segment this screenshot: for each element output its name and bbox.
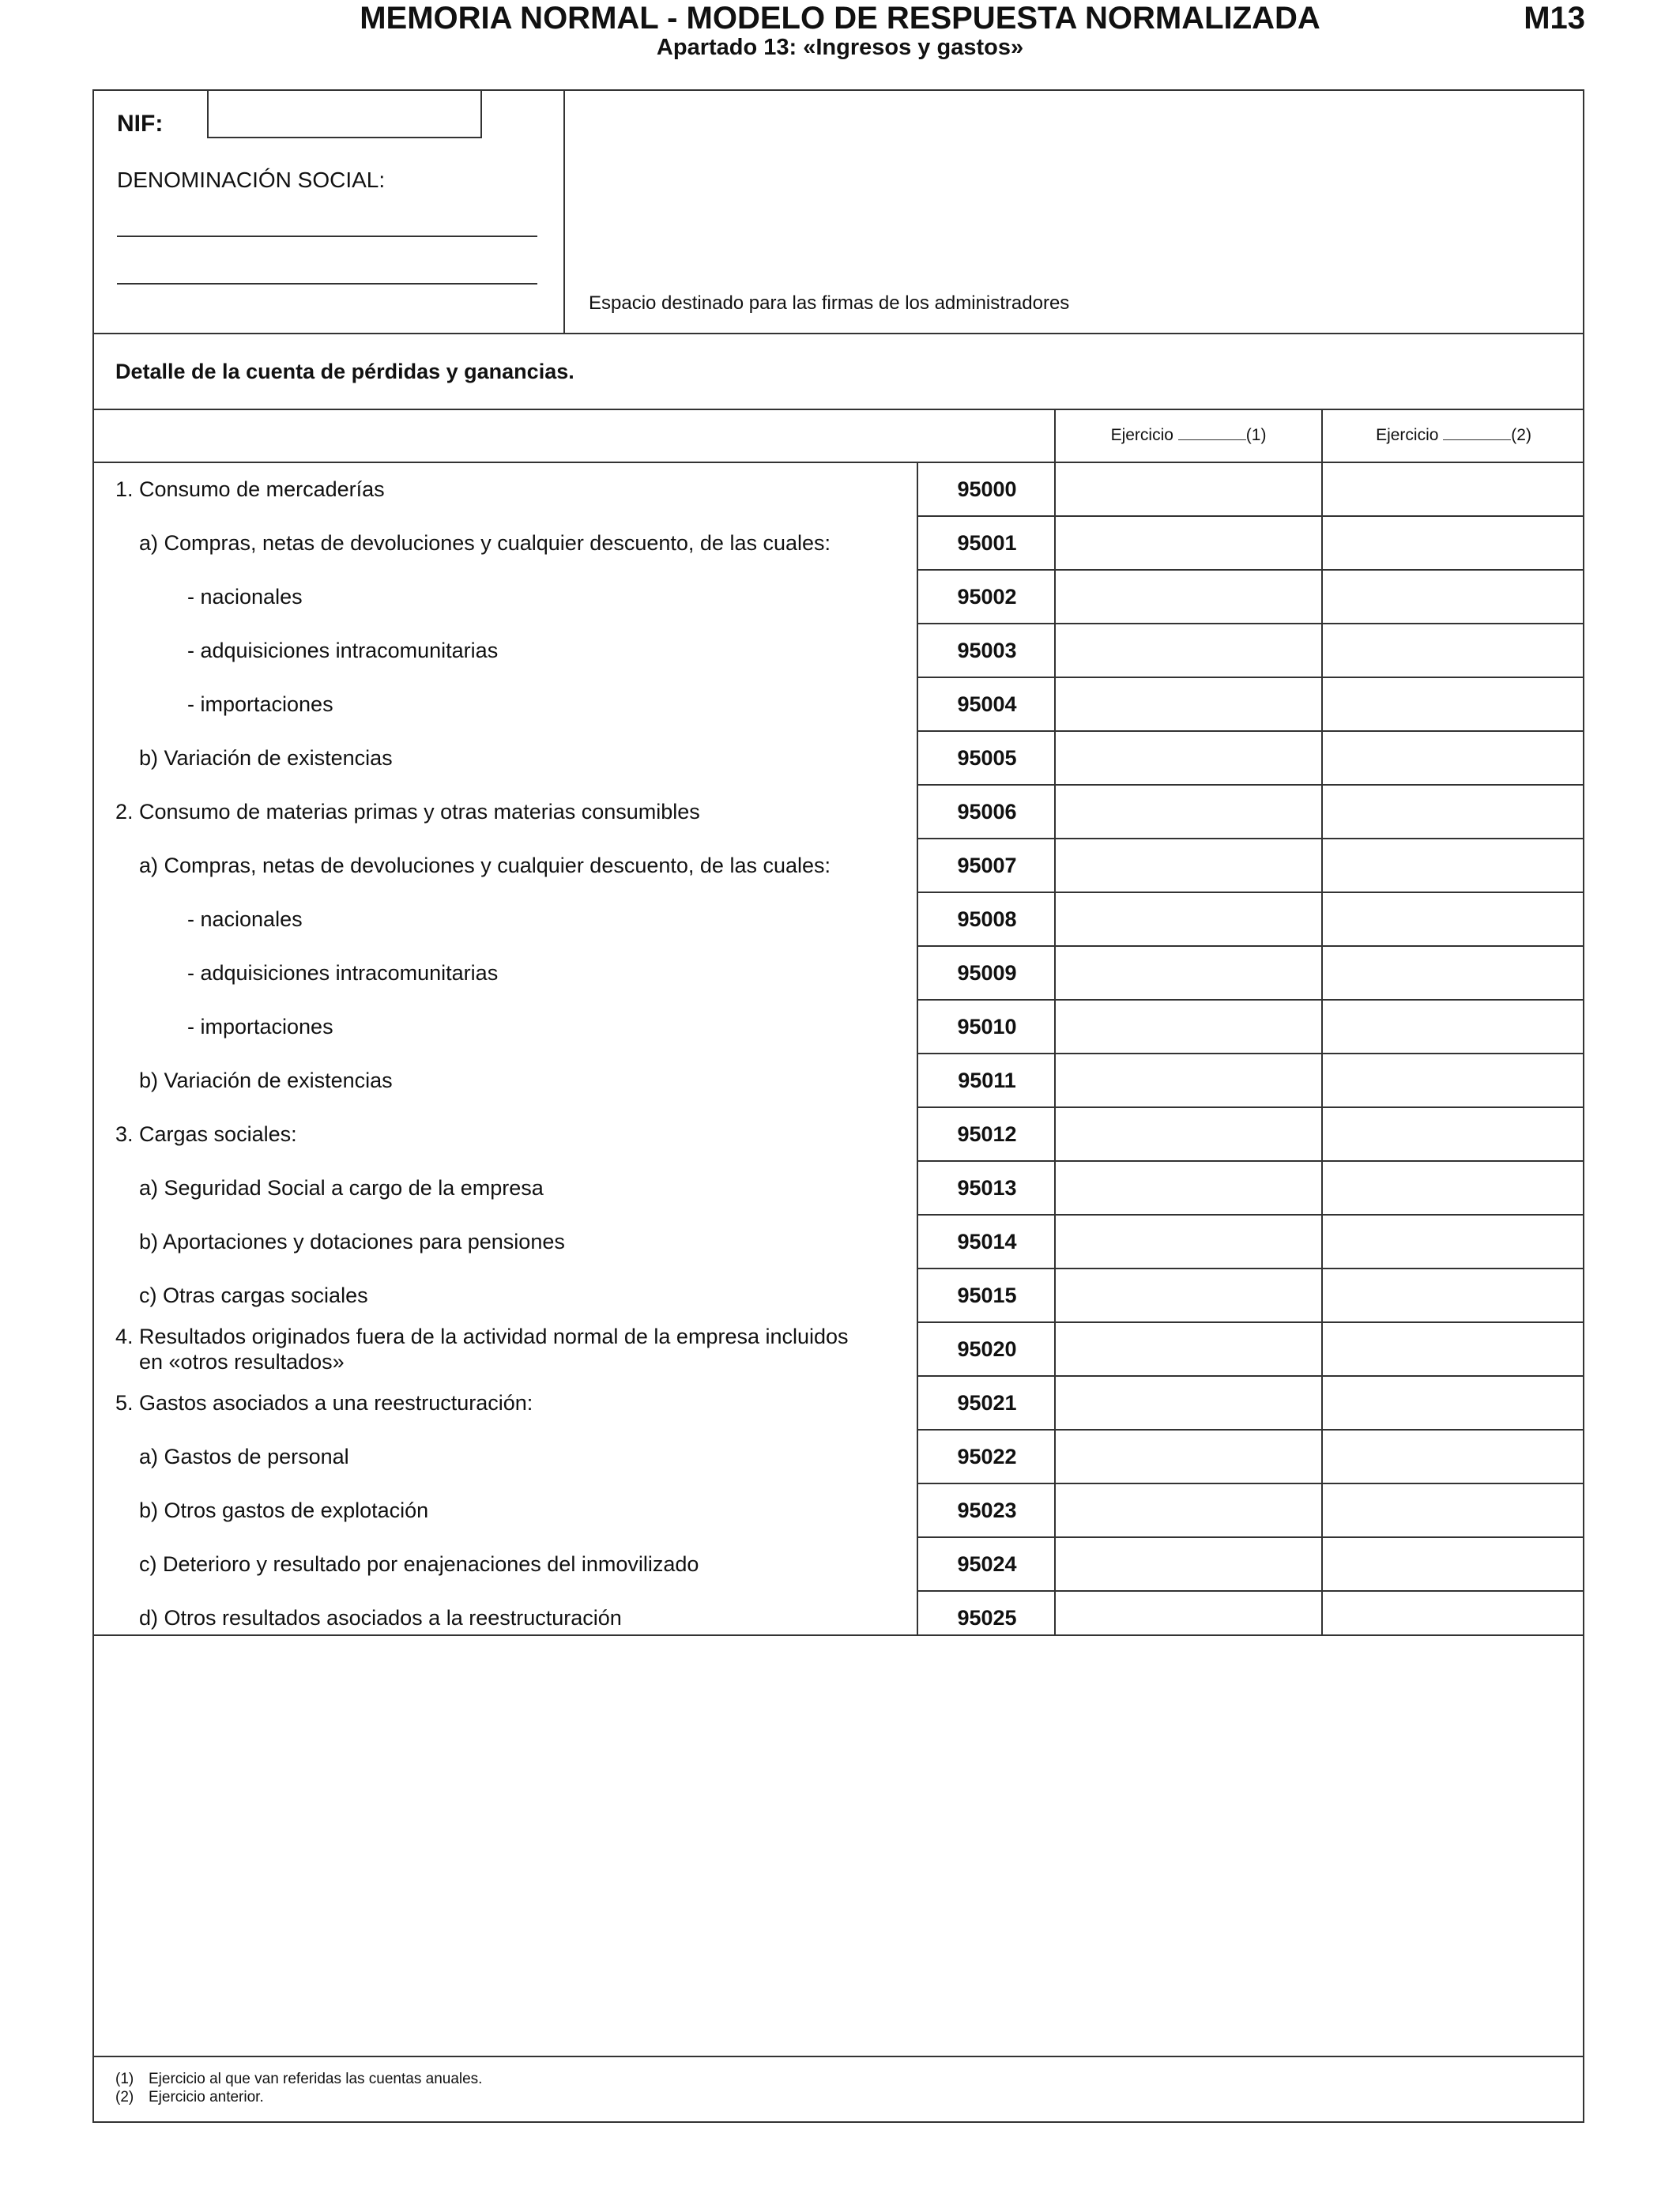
row-code: 95009 bbox=[957, 960, 1017, 985]
table-row bbox=[92, 1376, 1584, 1430]
footnote-number: (1) bbox=[115, 2071, 134, 2087]
row-label: b) Variación de existencias bbox=[139, 746, 393, 770]
ejercicio-year-blank-1[interactable] bbox=[1178, 425, 1246, 440]
row-code: 95013 bbox=[957, 1175, 1017, 1200]
row-code: 95002 bbox=[957, 584, 1017, 609]
section-title: Detalle de la cuenta de pérdidas y ganancias. bbox=[115, 360, 574, 383]
row-code: 95021 bbox=[957, 1390, 1017, 1415]
row-separator bbox=[917, 1483, 1584, 1484]
row-label: - nacionales bbox=[187, 907, 303, 931]
ejercicio-label-2: Ejercicio bbox=[1376, 426, 1439, 444]
row-label: b) Variación de existencias bbox=[139, 1069, 393, 1092]
value-cell-ejercicio-2[interactable] bbox=[1323, 946, 1584, 1000]
value-cell-ejercicio-2[interactable] bbox=[1323, 1107, 1584, 1161]
table-row bbox=[92, 462, 1584, 516]
value-cell-ejercicio-1[interactable] bbox=[1056, 1322, 1321, 1376]
row-label: 1. Consumo de mercaderías bbox=[115, 477, 385, 501]
row-label: a) Seguridad Social a cargo de la empresa bbox=[139, 1176, 544, 1200]
value-cell-ejercicio-1[interactable] bbox=[1056, 785, 1321, 839]
row-label: 5. Gastos asociados a una reestructuración: bbox=[115, 1391, 533, 1415]
footnotes bbox=[115, 2070, 482, 2106]
value-cell-ejercicio-1[interactable] bbox=[1056, 1591, 1321, 1645]
value-cell-ejercicio-2[interactable] bbox=[1323, 892, 1584, 946]
row-separator bbox=[917, 945, 1584, 947]
value-cell-ejercicio-1[interactable] bbox=[1056, 624, 1321, 677]
row-label: a) Gastos de personal bbox=[139, 1445, 349, 1468]
row-code: 95008 bbox=[957, 907, 1017, 931]
value-cell-ejercicio-2[interactable] bbox=[1323, 1430, 1584, 1483]
row-label: - adquisiciones intracomunitarias bbox=[187, 961, 499, 985]
ejercicio-ref-1: (1) bbox=[1245, 426, 1267, 444]
value-cell-ejercicio-1[interactable] bbox=[1056, 1107, 1321, 1161]
footnote-item bbox=[115, 2070, 482, 2088]
table-row bbox=[92, 1430, 1584, 1483]
table-row bbox=[92, 946, 1584, 1000]
row-separator bbox=[917, 515, 1584, 517]
row-separator bbox=[917, 1214, 1584, 1216]
nif-label: NIF: bbox=[117, 111, 164, 137]
row-separator bbox=[917, 1321, 1584, 1323]
value-cell-ejercicio-1[interactable] bbox=[1056, 1000, 1321, 1054]
section-bottom-border bbox=[92, 409, 1584, 410]
value-cell-ejercicio-1[interactable] bbox=[1056, 1430, 1321, 1483]
ejercicio-label-1: Ejercicio bbox=[1110, 426, 1173, 444]
row-code: 95024 bbox=[957, 1551, 1017, 1576]
value-cell-ejercicio-2[interactable] bbox=[1323, 462, 1584, 516]
row-label-line: en «otros resultados» bbox=[139, 1350, 345, 1374]
table-row bbox=[92, 1215, 1584, 1269]
row-separator bbox=[917, 1590, 1584, 1592]
row-code: 95022 bbox=[957, 1444, 1017, 1468]
id-bottom-border bbox=[92, 333, 1584, 334]
row-label: c) Deterioro y resultado por enajenaciones del inmovilizado bbox=[139, 1552, 699, 1576]
row-label: - importaciones bbox=[187, 692, 333, 716]
value-cell-ejercicio-2[interactable] bbox=[1323, 1483, 1584, 1537]
value-cell-ejercicio-2[interactable] bbox=[1323, 1000, 1584, 1054]
value-cell-ejercicio-1[interactable] bbox=[1056, 1269, 1321, 1322]
footnote-item bbox=[115, 2088, 482, 2106]
column-header-ejercicio-1 bbox=[1056, 425, 1321, 445]
value-cell-ejercicio-1[interactable] bbox=[1056, 1161, 1321, 1215]
row-separator bbox=[917, 784, 1584, 786]
row-separator bbox=[917, 1160, 1584, 1162]
value-cell-ejercicio-2[interactable] bbox=[1323, 1161, 1584, 1215]
table-row bbox=[92, 1537, 1584, 1591]
row-label: c) Otras cargas sociales bbox=[139, 1284, 368, 1307]
form-code: M13 bbox=[1524, 1, 1585, 36]
table-row bbox=[92, 892, 1584, 946]
column-header-ejercicio-2 bbox=[1323, 425, 1584, 445]
row-label: d) Otros resultados asociados a la reestructuración bbox=[139, 1606, 622, 1630]
value-cell-ejercicio-1[interactable] bbox=[1056, 677, 1321, 731]
value-cell-ejercicio-1[interactable] bbox=[1056, 1537, 1321, 1591]
row-code: 95020 bbox=[957, 1336, 1017, 1361]
row-label: - nacionales bbox=[187, 585, 303, 609]
row-separator bbox=[917, 999, 1584, 1001]
value-cell-ejercicio-2[interactable] bbox=[1323, 1537, 1584, 1591]
value-cell-ejercicio-1[interactable] bbox=[1056, 1054, 1321, 1107]
row-separator bbox=[917, 677, 1584, 678]
row-label-line: 4. Resultados originados fuera de la actividad normal de la empresa incluidos bbox=[115, 1325, 849, 1348]
ejercicio-ref-2: (2) bbox=[1511, 426, 1531, 444]
row-label: a) Compras, netas de devoluciones y cualquier descuento, de las cuales: bbox=[139, 531, 831, 555]
row-separator bbox=[917, 1375, 1584, 1377]
value-cell-ejercicio-2[interactable] bbox=[1323, 570, 1584, 624]
table-row bbox=[92, 624, 1584, 677]
row-code: 95007 bbox=[957, 853, 1017, 877]
value-cell-ejercicio-1[interactable] bbox=[1056, 1483, 1321, 1537]
value-cell-ejercicio-1[interactable] bbox=[1056, 462, 1321, 516]
footnote-top-border bbox=[92, 2056, 1584, 2057]
table-row bbox=[92, 677, 1584, 731]
table-row bbox=[92, 731, 1584, 785]
value-cell-ejercicio-2[interactable] bbox=[1323, 677, 1584, 731]
table-row bbox=[92, 785, 1584, 839]
row-separator bbox=[917, 1268, 1584, 1269]
value-cell-ejercicio-2[interactable] bbox=[1323, 785, 1584, 839]
value-cell-ejercicio-1[interactable] bbox=[1056, 1376, 1321, 1430]
value-cell-ejercicio-1[interactable] bbox=[1056, 570, 1321, 624]
row-code: 95012 bbox=[957, 1122, 1017, 1146]
row-separator bbox=[917, 1536, 1584, 1538]
row-label: b) Aportaciones y dotaciones para pensiones bbox=[139, 1230, 565, 1253]
table-row bbox=[92, 1161, 1584, 1215]
denominacion-line-2[interactable] bbox=[117, 283, 537, 285]
row-separator bbox=[917, 569, 1584, 571]
row-label: 2. Consumo de materias primas y otras materias consumibles bbox=[115, 800, 700, 824]
footnote-number: (2) bbox=[115, 2089, 134, 2105]
page-subtitle: Apartado 13: «Ingresos y gastos» bbox=[656, 35, 1024, 60]
row-label: 3. Cargas sociales: bbox=[115, 1122, 297, 1146]
table-row bbox=[92, 839, 1584, 892]
row-separator bbox=[917, 1053, 1584, 1054]
row-separator bbox=[917, 1106, 1584, 1108]
table-row bbox=[92, 1107, 1584, 1161]
value-cell-ejercicio-1[interactable] bbox=[1056, 731, 1321, 785]
row-separator bbox=[917, 1429, 1584, 1431]
row-code: 95023 bbox=[957, 1498, 1017, 1522]
value-cell-ejercicio-2[interactable] bbox=[1323, 1269, 1584, 1322]
row-separator bbox=[917, 892, 1584, 893]
page-title: MEMORIA NORMAL - MODELO DE RESPUESTA NORMALIZADA bbox=[360, 1, 1320, 36]
table-row bbox=[92, 570, 1584, 624]
table-row bbox=[92, 1000, 1584, 1054]
value-cell-ejercicio-2[interactable] bbox=[1323, 731, 1584, 785]
value-cell-ejercicio-2[interactable] bbox=[1323, 1322, 1584, 1376]
table-row bbox=[92, 516, 1584, 570]
row-separator bbox=[917, 730, 1584, 732]
table-row bbox=[92, 1483, 1584, 1537]
value-cell-ejercicio-2[interactable] bbox=[1323, 516, 1584, 570]
table-row bbox=[92, 1591, 1584, 1645]
value-cell-ejercicio-1[interactable] bbox=[1056, 892, 1321, 946]
value-cell-ejercicio-2[interactable] bbox=[1323, 1054, 1584, 1107]
row-code: 95003 bbox=[957, 638, 1017, 662]
value-cell-ejercicio-2[interactable] bbox=[1323, 624, 1584, 677]
denominacion-line-1[interactable] bbox=[117, 236, 537, 237]
value-cell-ejercicio-1[interactable] bbox=[1056, 839, 1321, 892]
footnote-text: Ejercicio al que van referidas las cuentas anuales. bbox=[149, 2071, 483, 2087]
row-code: 95015 bbox=[957, 1283, 1017, 1307]
row-label: - adquisiciones intracomunitarias bbox=[187, 639, 499, 662]
value-cell-ejercicio-1[interactable] bbox=[1056, 516, 1321, 570]
footnote-text: Ejercicio anterior. bbox=[149, 2089, 264, 2105]
row-code: 95005 bbox=[957, 745, 1017, 770]
row-separator bbox=[917, 623, 1584, 624]
value-cell-ejercicio-1[interactable] bbox=[1056, 946, 1321, 1000]
signature-space-note: Espacio destinado para las firmas de los administradores bbox=[589, 292, 1070, 314]
table-row bbox=[92, 1054, 1584, 1107]
row-code: 95025 bbox=[957, 1605, 1017, 1630]
nif-input[interactable] bbox=[207, 89, 482, 138]
row-code: 95014 bbox=[957, 1229, 1017, 1253]
signature-area[interactable] bbox=[565, 91, 1583, 332]
row-code: 95010 bbox=[957, 1014, 1017, 1039]
value-cell-ejercicio-1[interactable] bbox=[1056, 1215, 1321, 1269]
table-row bbox=[92, 1322, 1584, 1376]
value-cell-ejercicio-2[interactable] bbox=[1323, 839, 1584, 892]
row-code: 95004 bbox=[957, 692, 1017, 716]
row-label: - importaciones bbox=[187, 1015, 333, 1039]
value-cell-ejercicio-2[interactable] bbox=[1323, 1376, 1584, 1430]
row-code: 95001 bbox=[957, 530, 1017, 555]
denominacion-label: DENOMINACIÓN SOCIAL: bbox=[117, 168, 386, 192]
value-cell-ejercicio-2[interactable] bbox=[1323, 1215, 1584, 1269]
row-label: b) Otros gastos de explotación bbox=[139, 1498, 429, 1522]
row-label: a) Compras, netas de devoluciones y cualquier descuento, de las cuales: bbox=[139, 854, 831, 877]
table-row bbox=[92, 1269, 1584, 1322]
row-code: 95006 bbox=[957, 799, 1017, 824]
ejercicio-year-blank-2[interactable] bbox=[1443, 425, 1511, 440]
row-code: 95011 bbox=[958, 1068, 1016, 1092]
row-separator bbox=[917, 838, 1584, 839]
row-label bbox=[115, 1322, 849, 1376]
value-cell-ejercicio-2[interactable] bbox=[1323, 1591, 1584, 1645]
row-code: 95000 bbox=[957, 477, 1017, 501]
